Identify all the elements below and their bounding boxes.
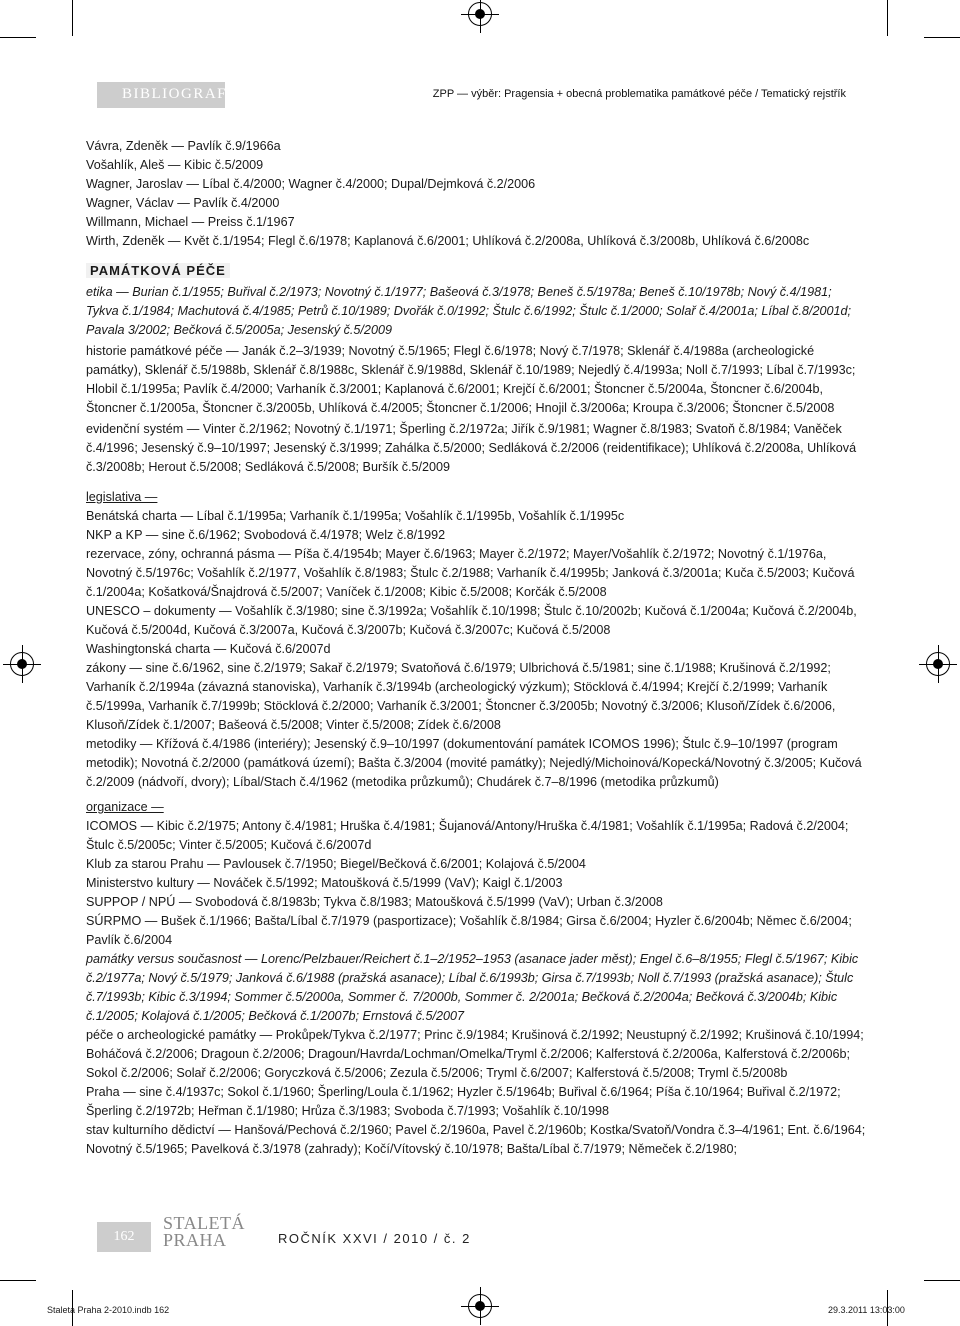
section-heading-container: [86, 262, 230, 280]
index-entry: stav kulturního dědictví — Hanšová/Pechová č.2/1960; Pavel č.2/1960a, Pavel č.2/1960b; Kostka/Svatoň/Vondra č.3–4/1961; Ent. č.6/1964; Novotný č.5/1965; Pavelková č.3/1978 (zahrady); Kočí/Vítovský č.10/1978; Bašta/Líbal č.7/1979; Němeček č.2/1980;: [86, 1123, 866, 1156]
section-heading: PAMÁTKOVÁ PÉČE: [86, 263, 230, 278]
registration-mark-icon: [468, 1294, 492, 1318]
topic-historie: historie památkové péče — Janák č.2–3/1939; Novotný č.5/1965; Flegl č.6/1978; Nový č.7/1978; Sklenář č.4/1988a (archeologické památky), Sklenář č.5/1988b, Sklenář č.8/1988c, Sklenář č.9/1988d, Sklenář č.10/1989; Nejedlý č.4/1993a; Noll č.7/1993; Líbal č.7/1993c; Hlobil č.1/1995a; Pavlík č.4/2000; Varhaník č.3/2001; Kaplanová č.6/2001; Krejčí č.6/2001; Štoncner č.5/2004a, Štoncner č.6/2004b, Štoncner č.1/2005a, Štoncner č.3/2005b, Uhlíková č.4/2005; Štoncner č.1/2006; Hnojil č.3/2006a; Kroupa č.3/2006; Štoncner č.5/2008: [86, 344, 856, 415]
index-entry: metodiky — Křížová č.4/1986 (interiéry); Jesenský č.9–10/1997 (dokumentování památek ICOMOS 1996); Štulc č.9–10/1997 (program metodik); Novotná č.2/2000 (památková území); Bašta č.3/2004 (movité památky); Nejedlý/Michoinová/Kopecká/Novotný č.3/2005; Kučová č.2/2009 (nádvoří, dvory); Líbal/Stach č.4/1962 (metodika průzkumů); Chudárek č.7–8/1996 (metodika průzkumů): [86, 737, 862, 789]
running-title: ZPP — výběr: Pragensia + obecná problematika památkové péče / Tematický rejstřík: [432, 88, 846, 100]
section-title: BIBLIOGRAFIE: [122, 86, 245, 102]
print-slug-datetime: 29.3.2011 13:03:00: [828, 1305, 905, 1315]
other-topics-block: [86, 950, 866, 1159]
names-list: [86, 137, 866, 251]
topics-block: [86, 283, 866, 477]
index-entry: Wagner, Václav — Pavlík č.4/2000: [86, 196, 280, 210]
journal-logo: [163, 1215, 245, 1249]
index-entry: Wagner, Jaroslav — Líbal č.4/2000; Wagner č.4/2000; Dupal/Dejmková č.2/2006: [86, 177, 536, 191]
crop-mark: [924, 37, 960, 38]
index-entry: Willmann, Michael — Preiss č.1/1967: [86, 215, 295, 229]
index-entry: Vošahlík, Aleš — Kibic č.5/2009: [86, 158, 264, 172]
page-number: 162: [97, 1222, 151, 1252]
index-entry: ICOMOS — Kibic č.2/1975; Antony č.4/1981; Hruška č.4/1981; Šujanová/Antony/Hruška č.4/1981; Vošahlík č.1/1995a; Radová č.2/2004; Štulc č.5/2005c; Vinter č.5/2005; Kučová č.6/2007d: [86, 819, 849, 852]
volume-info: ROČNÍK XXVI / 2010 / č. 2: [278, 1231, 471, 1246]
topic-evidencni-system: evidenční systém — Vinter č.2/1962; Novotný č.1/1971; Šperling č.2/1972a; Jiřík č.9/1981; Wagner č.8/1983; Svatoň č.8/1984; Vaněček č.4/1996; Jesenský č.9–10/1997; Jesenský č.3/1999; Zahálka č.5/2000; Sedláková č.2/2006 (reidentifikace); Uhlíková č.2/2008a, Uhlíková č.3/2008b; Herout č.5/2008; Sedláková č.5/2008; Buršík č.5/2009: [86, 422, 857, 474]
legislativa-block: [86, 488, 866, 792]
logo-line-1: STALETÁ: [163, 1213, 246, 1233]
index-entry: zákony — sine č.6/1962, sine č.2/1979; Sakař č.2/1979; Svatoňová č.6/1979; Ulbrichová č.5/1981; sine č.1/1988; Krušinová č.2/1992; Varhaník č.2/1994a (závazná stanoviska), Varhaník č.3/1994b (archeologický výzkum); Stöcklová č.4/1994; Krejčí č.2/1999; Varhaník č.5/1999a, Varhaník č.7/1999b; Stöcklová č.2/2000; Varhaník č.3/2001; Štoncner č.3/2005b; Novotný č.3/2006; Klusoň/Zídek č.6/2006, Klusoň/Zídek č.1/2007; Bašeová č.5/2008; Vinter č.5/2008; Zídek č.6/2008: [86, 661, 836, 732]
index-entry: Klub za starou Prahu — Pavlousek č.7/1950; Biegel/Bečková č.6/2001; Kolajová č.5/2004: [86, 857, 586, 871]
crop-mark: [924, 1280, 960, 1281]
registration-mark-icon: [926, 652, 950, 676]
index-entry: Vávra, Zdeněk — Pavlík č.9/1966a: [86, 139, 281, 153]
crop-mark: [887, 0, 888, 36]
index-entry: Ministerstvo kultury — Nováček č.5/1992; Matoušková č.5/1999 (VaV); Kaigl č.1/2003: [86, 876, 563, 890]
index-entry: SUPPOP / NPÚ — Svobodová č.8/1983b; Tykva č.8/1983; Matoušková č.5/1999 (VaV); Urban č.3/2008: [86, 895, 663, 909]
index-entry: rezervace, zóny, ochranná pásma — Píša č.4/1954b; Mayer č.6/1963; Mayer č.2/1972; Mayer/Vošahlík č.2/1972; Novotný č.1/1976a, Novotný č.5/1976c; Vošahlík č.2/1977, Vošahlík č.8/1983; Štulc č.2/1988; Varhaník č.4/1995b; Janková č.3/2001a; Kuča č.5/2003; Kučová č.1/2004a; Košatková/Šnajdrová č.5/2007; Vaníček č.1/2008; Kibic č.5/2008; Korčák č.5/2008: [86, 547, 855, 599]
index-entry: UNESCO – dokumenty — Vošahlík č.3/1980; sine č.3/1992a; Vošahlík č.10/1998; Štulc č.10/2002b; Kučová č.1/2004a; Kučová č.2/2004b, Kučová č.5/2004d, Kučová č.3/2007a, Kučová č.3/2007b; Kučová č.3/2007c; Kučová č.5/2008: [86, 604, 857, 637]
registration-mark-icon: [468, 2, 492, 26]
registration-mark-icon: [10, 652, 34, 676]
index-entry: Praha — sine č.4/1937c; Sokol č.1/1960; Šperling/Loula č.1/1962; Hyzler č.5/1964b; Buřival č.6/1964; Píša č.10/1964; Buřival č.2/1972; Šperling č.2/1972b; Heřman č.1/1980; Hrůza č.3/1983; Svoboda č.7/1993; Vošahlík č.10/1998: [86, 1085, 841, 1118]
index-entry: Washingtonská charta — Kučová č.6/2007d: [86, 642, 331, 656]
index-entry: Wirth, Zdeněk — Květ č.1/1954; Flegl č.6/1978; Kaplanová č.6/2001; Uhlíková č.2/2008a, Uhlíková č.3/2008b, Uhlíková č.6/2008c: [86, 234, 810, 248]
print-slug-file: Staleta Praha 2-2010.indb 162: [47, 1305, 170, 1315]
crop-mark: [0, 37, 36, 38]
organizace-heading: organizace —: [86, 800, 164, 814]
topic-etika: etika — Burian č.1/1955; Buřival č.2/1973; Novotný č.1/1977; Bašeová č.3/1978; Beneš č.5/1978a; Beneš č.10/1978b; Nový č.4/1981; Tykva č.1/1984; Machutová č.4/1985; Petrů č.10/1989; Dvořák č.0/1992; Štulc č.6/1992; Štulc č.1/2000; Solař č.4/2001a; Líbal č.8/2001d; Pavala 3/2002; Bečková č.5/2005a; Jesenský č.5/2009: [86, 285, 851, 337]
crop-mark: [72, 0, 73, 36]
index-entry: péče o archeologické památky — Prokůpek/Tykva č.2/1977; Princ č.9/1984; Krušinová č.2/1992; Neustupný č.2/1992; Krušinová č.10/1994; Boháčová č.2/2006; Dragoun č.2/2006; Dragoun/Havrda/Lochman/Omelka/Tryml č.2/2006; Kalferstová č.2/2006a, Kalferstová č.2/2006b; Sokol č.2/2006; Solař č.2/2006; Goryczková č.5/2006; Zezula č.5/2006; Tryml č.6/2007; Kalferstová č.5/2008; Tryml č.5/2008b: [86, 1028, 864, 1080]
index-entry: NKP a KP — sine č.6/1962; Svobodová č.4/1978; Welz č.8/1992: [86, 528, 446, 542]
index-entry: Benátská charta — Líbal č.1/1995a; Varhaník č.1/1995a; Vošahlík č.1/1995b, Vošahlík č.1/1995c: [86, 509, 625, 523]
crop-mark: [0, 1280, 36, 1281]
legislativa-heading: legislativa —: [86, 490, 158, 504]
logo-line-2: PRAHA: [163, 1230, 227, 1250]
index-entry: SÚRPMO — Bušek č.1/1966; Bašta/Líbal č.7/1979 (pasportizace); Vošahlík č.8/1984; Girsa č.6/2004; Hyzler č.6/2004b; Němec č.6/2004; Pavlík č.6/2004: [86, 914, 852, 947]
index-entry: památky versus současnost — Lorenc/Pelzbauer/Reichert č.1–2/1952–1953 (asanace jader měst); Engel č.6–8/1955; Flegl č.5/1967; Kibic č.2/1977a; Nový č.5/1979; Janková č.6/1988 (pražská asanace); Líbal č.6/1993b; Girsa č.7/1993b; Noll č.7/1993 (pražská asanace); Štulc č.7/1993b; Kibic č.3/1994; Sommer č.5/2000a, Sommer č. 7/2000b, Sommer č. 2/2001a; Bečková č.2/2004a; Bečková č.3/2004b; Kibic č.1/2005; Kolajová č.1/2005; Bečková č.1/2007b; Ernstová č.5/2007: [86, 952, 859, 1023]
organizace-block: [86, 798, 866, 950]
